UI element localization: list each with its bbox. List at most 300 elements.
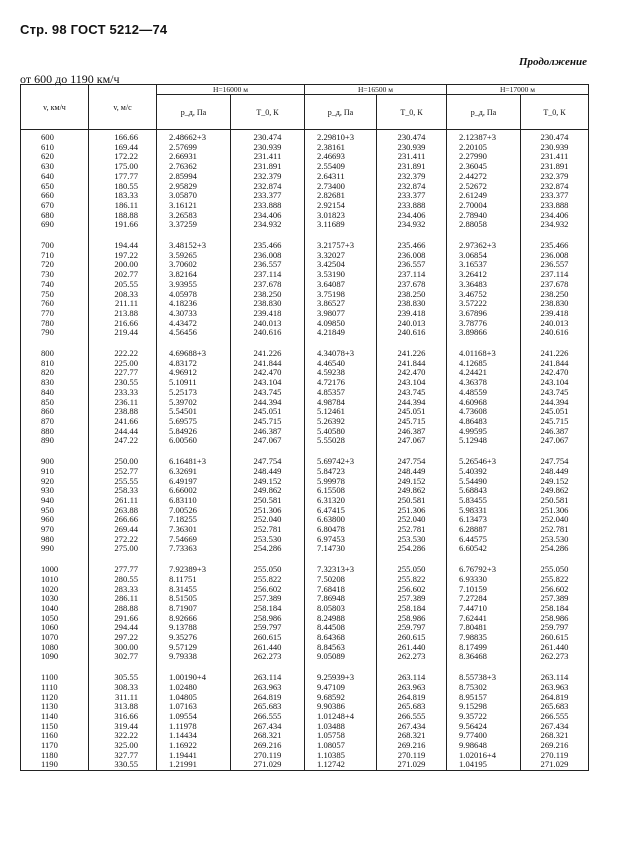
table-row	[21, 172, 589, 182]
temp-16000-cell: 239.418	[231, 309, 305, 319]
speed-ms-cell: 330.55	[89, 760, 157, 770]
speed-ms-cell: 252.77	[89, 467, 157, 477]
temp-16000-cell: 251.306	[231, 506, 305, 516]
temp-16500-cell: 252.040	[377, 515, 447, 525]
pressure-16000-cell: 2.85994	[157, 172, 231, 182]
speed-ms-cell: 261.11	[89, 496, 157, 506]
pressure-16500-cell: 4.21849	[305, 328, 377, 338]
speed-kmh-cell: 1040	[21, 604, 89, 614]
speed-kmh-cell: 730	[21, 270, 89, 280]
pressure-16500-cell: 8.44508	[305, 623, 377, 633]
temp-16500-cell: 267.434	[377, 722, 447, 732]
spacer-cell	[21, 338, 89, 346]
speed-kmh-cell: 1080	[21, 643, 89, 653]
table-row	[21, 201, 589, 211]
temp-17000-cell: 269.216	[521, 741, 589, 751]
header-altitude-17000: H=17000 м	[447, 85, 589, 95]
pressure-16000-cell: 4.43472	[157, 319, 231, 329]
pressure-16500-cell: 7.50208	[305, 575, 377, 585]
speed-ms-cell: 213.88	[89, 309, 157, 319]
temp-16000-cell: 230.939	[231, 143, 305, 153]
pressure-16500-cell: 3.42504	[305, 260, 377, 270]
pressure-17000-cell: 4.24421	[447, 368, 521, 378]
table-row	[21, 427, 589, 437]
spacer-cell	[157, 662, 231, 670]
speed-kmh-cell: 760	[21, 299, 89, 309]
spacer-cell	[305, 338, 377, 346]
temp-16000-cell: 236.557	[231, 260, 305, 270]
speed-range-caption: от 600 до 1190 км/ч	[20, 72, 120, 86]
pressure-16500-cell: 6.80478	[305, 525, 377, 535]
pressure-16000-cell: 5.84926	[157, 427, 231, 437]
pressure-16500-cell: 4.59238	[305, 368, 377, 378]
atmosphere-table	[20, 84, 589, 771]
temp-17000-cell: 236.557	[521, 260, 589, 270]
pressure-17000-cell: 4.86483	[447, 417, 521, 427]
table-row	[21, 378, 589, 388]
temp-17000-cell: 235.466	[521, 238, 589, 251]
pressure-16500-cell: 1.08057	[305, 741, 377, 751]
temp-16000-cell: 241.226	[231, 346, 305, 359]
block-spacer	[21, 446, 589, 454]
pressure-16000-cell: 2.95829	[157, 182, 231, 192]
temp-16000-cell: 247.754	[231, 454, 305, 467]
temp-16500-cell: 258.184	[377, 604, 447, 614]
pressure-17000-cell: 9.56424	[447, 722, 521, 732]
pressure-16000-cell: 4.56456	[157, 328, 231, 338]
pressure-16000-cell: 7.36301	[157, 525, 231, 535]
temp-17000-cell: 268.321	[521, 731, 589, 741]
temp-17000-cell: 258.986	[521, 614, 589, 624]
speed-kmh-cell: 660	[21, 191, 89, 201]
temp-16000-cell: 240.013	[231, 319, 305, 329]
speed-kmh-cell: 980	[21, 535, 89, 545]
temp-17000-cell: 264.819	[521, 693, 589, 703]
temp-16500-cell: 250.581	[377, 496, 447, 506]
table-row	[21, 623, 589, 633]
speed-ms-cell: 236.11	[89, 398, 157, 408]
speed-kmh-cell: 780	[21, 319, 89, 329]
temp-17000-cell: 245.051	[521, 407, 589, 417]
speed-kmh-cell: 800	[21, 346, 89, 359]
pressure-16500-cell: 3.64087	[305, 280, 377, 290]
table-row	[21, 162, 589, 172]
pressure-16000-cell: 9.35276	[157, 633, 231, 643]
temp-17000-cell: 257.389	[521, 594, 589, 604]
table-row	[21, 575, 589, 585]
pressure-16000-cell: 2.48662+3	[157, 130, 231, 143]
temp-16000-cell: 252.040	[231, 515, 305, 525]
temp-17000-cell: 231.411	[521, 152, 589, 162]
pressure-16000-cell: 1.14434	[157, 731, 231, 741]
pressure-16000-cell: 9.79338	[157, 652, 231, 662]
header-v-ms: v, м/с	[89, 85, 157, 130]
speed-kmh-cell: 740	[21, 280, 89, 290]
pressure-17000-cell: 2.61249	[447, 191, 521, 201]
pressure-16000-cell: 6.16481+3	[157, 454, 231, 467]
temp-16500-cell: 240.616	[377, 328, 447, 338]
pressure-16000-cell: 1.07163	[157, 702, 231, 712]
speed-ms-cell: 211.11	[89, 299, 157, 309]
pressure-17000-cell: 5.98331	[447, 506, 521, 516]
continuation-label: Продолжение	[518, 56, 587, 68]
pressure-17000-cell: 6.93330	[447, 575, 521, 585]
temp-16000-cell: 236.008	[231, 251, 305, 261]
pressure-16000-cell: 8.51505	[157, 594, 231, 604]
speed-ms-cell: 313.88	[89, 702, 157, 712]
spacer-cell	[447, 230, 521, 238]
speed-ms-cell: 219.44	[89, 328, 157, 338]
speed-ms-cell: 197.22	[89, 251, 157, 261]
speed-ms-cell: 275.00	[89, 544, 157, 554]
speed-kmh-cell: 1030	[21, 594, 89, 604]
pressure-17000-cell: 8.36468	[447, 652, 521, 662]
temp-16000-cell: 237.114	[231, 270, 305, 280]
temp-16500-cell: 256.602	[377, 585, 447, 595]
pressure-16000-cell: 1.09554	[157, 712, 231, 722]
temp-16000-cell: 250.581	[231, 496, 305, 506]
temp-16500-cell: 230.474	[377, 130, 447, 143]
table-row	[21, 328, 589, 338]
header-altitude-16500: H=16500 м	[305, 85, 447, 95]
pressure-16000-cell: 7.00526	[157, 506, 231, 516]
temp-16500-cell: 242.470	[377, 368, 447, 378]
table-row	[21, 359, 589, 369]
header-altitude-16000: H=16000 м	[157, 85, 305, 95]
table-row	[21, 130, 589, 143]
temp-16500-cell: 254.286	[377, 544, 447, 554]
temp-16500-cell: 241.844	[377, 359, 447, 369]
temp-16000-cell: 263.114	[231, 670, 305, 683]
speed-kmh-cell: 890	[21, 436, 89, 446]
pressure-16500-cell: 9.05089	[305, 652, 377, 662]
pressure-16000-cell: 5.39702	[157, 398, 231, 408]
temp-17000-cell: 237.678	[521, 280, 589, 290]
speed-kmh-cell: 1110	[21, 683, 89, 693]
temp-16500-cell: 271.029	[377, 760, 447, 770]
speed-kmh-cell: 720	[21, 260, 89, 270]
temp-16500-cell: 232.874	[377, 182, 447, 192]
temp-16500-cell: 236.557	[377, 260, 447, 270]
temp-16500-cell: 235.466	[377, 238, 447, 251]
table-row	[21, 525, 589, 535]
pressure-17000-cell: 5.26546+3	[447, 454, 521, 467]
speed-ms-cell: 208.33	[89, 290, 157, 300]
pressure-16000-cell: 3.82164	[157, 270, 231, 280]
speed-kmh-cell: 1140	[21, 712, 89, 722]
temp-17000-cell: 231.891	[521, 162, 589, 172]
speed-ms-cell: 233.33	[89, 388, 157, 398]
table-row	[21, 238, 589, 251]
speed-ms-cell: 291.66	[89, 614, 157, 624]
speed-kmh-cell: 960	[21, 515, 89, 525]
speed-kmh-cell: 710	[21, 251, 89, 261]
table-row	[21, 751, 589, 761]
spacer-cell	[447, 554, 521, 562]
speed-kmh-cell: 610	[21, 143, 89, 153]
temp-16500-cell: 247.067	[377, 436, 447, 446]
temp-17000-cell: 266.555	[521, 712, 589, 722]
spacer-cell	[157, 446, 231, 454]
spacer-cell	[21, 446, 89, 454]
spacer-cell	[447, 338, 521, 346]
pressure-16500-cell: 9.68592	[305, 693, 377, 703]
temp-17000-cell: 260.615	[521, 633, 589, 643]
table-row	[21, 506, 589, 516]
speed-kmh-cell: 900	[21, 454, 89, 467]
speed-ms-cell: 283.33	[89, 585, 157, 595]
temp-17000-cell: 256.602	[521, 585, 589, 595]
pressure-17000-cell: 3.57222	[447, 299, 521, 309]
pressure-17000-cell: 2.27990	[447, 152, 521, 162]
pressure-17000-cell: 6.44575	[447, 535, 521, 545]
temp-16000-cell: 253.530	[231, 535, 305, 545]
pressure-16500-cell: 9.90386	[305, 702, 377, 712]
pressure-16500-cell: 5.69742+3	[305, 454, 377, 467]
speed-ms-cell: 308.33	[89, 683, 157, 693]
speed-kmh-cell: 600	[21, 130, 89, 143]
pressure-16500-cell: 5.55028	[305, 436, 377, 446]
temp-17000-cell: 261.440	[521, 643, 589, 653]
temp-16000-cell: 238.250	[231, 290, 305, 300]
table-row	[21, 220, 589, 230]
spacer-cell	[521, 446, 589, 454]
table-row	[21, 544, 589, 554]
speed-kmh-cell: 670	[21, 201, 89, 211]
pressure-17000-cell: 4.12685	[447, 359, 521, 369]
temp-17000-cell: 233.888	[521, 201, 589, 211]
temp-17000-cell: 234.406	[521, 211, 589, 221]
temp-16000-cell: 257.389	[231, 594, 305, 604]
spacer-cell	[377, 446, 447, 454]
temp-17000-cell: 262.273	[521, 652, 589, 662]
pressure-16500-cell: 2.46693	[305, 152, 377, 162]
pressure-16500-cell: 3.01823	[305, 211, 377, 221]
table-row	[21, 604, 589, 614]
temp-16500-cell: 241.226	[377, 346, 447, 359]
table-row	[21, 299, 589, 309]
pressure-16000-cell: 1.19441	[157, 751, 231, 761]
temp-17000-cell: 271.029	[521, 760, 589, 770]
speed-ms-cell: 205.55	[89, 280, 157, 290]
speed-kmh-cell: 700	[21, 238, 89, 251]
temp-16500-cell: 257.389	[377, 594, 447, 604]
speed-kmh-cell: 1170	[21, 741, 89, 751]
table-row	[21, 319, 589, 329]
temp-16000-cell: 231.891	[231, 162, 305, 172]
speed-kmh-cell: 930	[21, 486, 89, 496]
pressure-16000-cell: 1.04805	[157, 693, 231, 703]
table-row	[21, 652, 589, 662]
pressure-17000-cell: 7.80481	[447, 623, 521, 633]
speed-kmh-cell: 850	[21, 398, 89, 408]
pressure-16000-cell: 3.59265	[157, 251, 231, 261]
table-row	[21, 693, 589, 703]
pressure-16500-cell: 6.47415	[305, 506, 377, 516]
temp-16500-cell: 231.891	[377, 162, 447, 172]
pressure-17000-cell: 3.46752	[447, 290, 521, 300]
temp-16000-cell: 234.406	[231, 211, 305, 221]
pressure-17000-cell: 4.01168+3	[447, 346, 521, 359]
pressure-17000-cell: 9.15298	[447, 702, 521, 712]
table-row	[21, 633, 589, 643]
speed-kmh-cell: 650	[21, 182, 89, 192]
spacer-cell	[305, 554, 377, 562]
pressure-16000-cell: 1.21991	[157, 760, 231, 770]
pressure-16500-cell: 6.97453	[305, 535, 377, 545]
header-v-kmh: v, км/ч	[21, 85, 89, 130]
page-header: Стр. 98 ГОСТ 5212—74	[20, 22, 168, 37]
pressure-17000-cell: 6.13473	[447, 515, 521, 525]
temp-17000-cell: 249.862	[521, 486, 589, 496]
speed-ms-cell: 175.00	[89, 162, 157, 172]
table-row	[21, 191, 589, 201]
speed-ms-cell: 244.44	[89, 427, 157, 437]
table-row	[21, 143, 589, 153]
temp-16500-cell: 255.050	[377, 562, 447, 575]
pressure-16000-cell: 3.48152+3	[157, 238, 231, 251]
table-row	[21, 496, 589, 506]
speed-kmh-cell: 820	[21, 368, 89, 378]
pressure-16000-cell: 1.11978	[157, 722, 231, 732]
temp-16000-cell: 262.273	[231, 652, 305, 662]
speed-ms-cell: 322.22	[89, 731, 157, 741]
pressure-16500-cell: 6.15508	[305, 486, 377, 496]
temp-17000-cell: 243.745	[521, 388, 589, 398]
temp-17000-cell: 258.184	[521, 604, 589, 614]
temp-17000-cell: 252.781	[521, 525, 589, 535]
temp-16500-cell: 245.051	[377, 407, 447, 417]
temp-16000-cell: 230.474	[231, 130, 305, 143]
temp-16500-cell: 262.273	[377, 652, 447, 662]
spacer-cell	[231, 662, 305, 670]
pressure-16000-cell: 4.30733	[157, 309, 231, 319]
header-temperature: T_0, К	[521, 95, 589, 130]
speed-ms-cell: 280.55	[89, 575, 157, 585]
pressure-17000-cell: 5.68843	[447, 486, 521, 496]
speed-kmh-cell: 870	[21, 417, 89, 427]
temp-16000-cell: 241.844	[231, 359, 305, 369]
temp-16000-cell: 249.862	[231, 486, 305, 496]
pressure-16500-cell: 2.38161	[305, 143, 377, 153]
speed-ms-cell: 216.66	[89, 319, 157, 329]
temp-16500-cell: 231.411	[377, 152, 447, 162]
pressure-16000-cell: 5.54501	[157, 407, 231, 417]
speed-ms-cell: 327.77	[89, 751, 157, 761]
temp-16500-cell: 237.678	[377, 280, 447, 290]
temp-16500-cell: 240.013	[377, 319, 447, 329]
temp-16500-cell: 266.555	[377, 712, 447, 722]
pressure-17000-cell: 3.89866	[447, 328, 521, 338]
temp-16000-cell: 248.449	[231, 467, 305, 477]
temp-16500-cell: 253.530	[377, 535, 447, 545]
pressure-16500-cell: 5.12461	[305, 407, 377, 417]
pressure-16000-cell: 3.37259	[157, 220, 231, 230]
temp-16500-cell: 263.114	[377, 670, 447, 683]
spacer-cell	[89, 230, 157, 238]
pressure-17000-cell: 2.70004	[447, 201, 521, 211]
temp-17000-cell: 230.474	[521, 130, 589, 143]
pressure-16000-cell: 6.83110	[157, 496, 231, 506]
temp-16000-cell: 252.781	[231, 525, 305, 535]
speed-ms-cell: 316.66	[89, 712, 157, 722]
pressure-16000-cell: 3.93955	[157, 280, 231, 290]
temp-16500-cell: 247.754	[377, 454, 447, 467]
spacer-cell	[377, 230, 447, 238]
table-row	[21, 702, 589, 712]
temp-17000-cell: 263.963	[521, 683, 589, 693]
pressure-16000-cell: 3.16121	[157, 201, 231, 211]
temp-16500-cell: 260.615	[377, 633, 447, 643]
speed-kmh-cell: 940	[21, 496, 89, 506]
spacer-cell	[157, 230, 231, 238]
pressure-16000-cell: 7.54669	[157, 535, 231, 545]
temp-17000-cell: 253.530	[521, 535, 589, 545]
temp-17000-cell: 254.286	[521, 544, 589, 554]
pressure-17000-cell: 3.26412	[447, 270, 521, 280]
temp-17000-cell: 265.683	[521, 702, 589, 712]
temp-17000-cell: 243.104	[521, 378, 589, 388]
temp-16000-cell: 243.104	[231, 378, 305, 388]
temp-16000-cell: 263.963	[231, 683, 305, 693]
table-row	[21, 211, 589, 221]
pressure-16500-cell: 4.46540	[305, 359, 377, 369]
spacer-cell	[231, 230, 305, 238]
temp-17000-cell: 247.067	[521, 436, 589, 446]
speed-ms-cell: 241.66	[89, 417, 157, 427]
pressure-17000-cell: 5.83455	[447, 496, 521, 506]
temp-16500-cell: 264.819	[377, 693, 447, 703]
temp-16500-cell: 245.715	[377, 417, 447, 427]
pressure-17000-cell: 4.48559	[447, 388, 521, 398]
temp-16000-cell: 247.067	[231, 436, 305, 446]
pressure-16500-cell: 1.10385	[305, 751, 377, 761]
pressure-17000-cell: 2.36045	[447, 162, 521, 172]
temp-16500-cell: 249.862	[377, 486, 447, 496]
speed-ms-cell: 230.55	[89, 378, 157, 388]
pressure-16500-cell: 4.72176	[305, 378, 377, 388]
speed-kmh-cell: 770	[21, 309, 89, 319]
temp-17000-cell: 232.874	[521, 182, 589, 192]
table-row	[21, 388, 589, 398]
temp-17000-cell: 232.379	[521, 172, 589, 182]
table-row	[21, 270, 589, 280]
pressure-17000-cell: 4.36378	[447, 378, 521, 388]
temp-16500-cell: 234.406	[377, 211, 447, 221]
temp-17000-cell: 270.119	[521, 751, 589, 761]
pressure-16500-cell: 4.98784	[305, 398, 377, 408]
pressure-17000-cell: 2.12387+3	[447, 130, 521, 143]
header-temperature: T_0, К	[231, 95, 305, 130]
speed-kmh-cell: 620	[21, 152, 89, 162]
spacer-cell	[21, 662, 89, 670]
speed-kmh-cell: 640	[21, 172, 89, 182]
pressure-16500-cell: 5.84723	[305, 467, 377, 477]
temp-16000-cell: 266.555	[231, 712, 305, 722]
pressure-16500-cell: 5.40580	[305, 427, 377, 437]
table-row	[21, 290, 589, 300]
temp-16500-cell: 238.830	[377, 299, 447, 309]
speed-kmh-cell: 1180	[21, 751, 89, 761]
pressure-16000-cell: 6.49197	[157, 477, 231, 487]
pressure-17000-cell: 7.62441	[447, 614, 521, 624]
temp-17000-cell: 248.449	[521, 467, 589, 477]
speed-kmh-cell: 910	[21, 467, 89, 477]
temp-16500-cell: 268.321	[377, 731, 447, 741]
temp-17000-cell: 238.250	[521, 290, 589, 300]
table-row	[21, 280, 589, 290]
pressure-17000-cell: 2.97362+3	[447, 238, 521, 251]
